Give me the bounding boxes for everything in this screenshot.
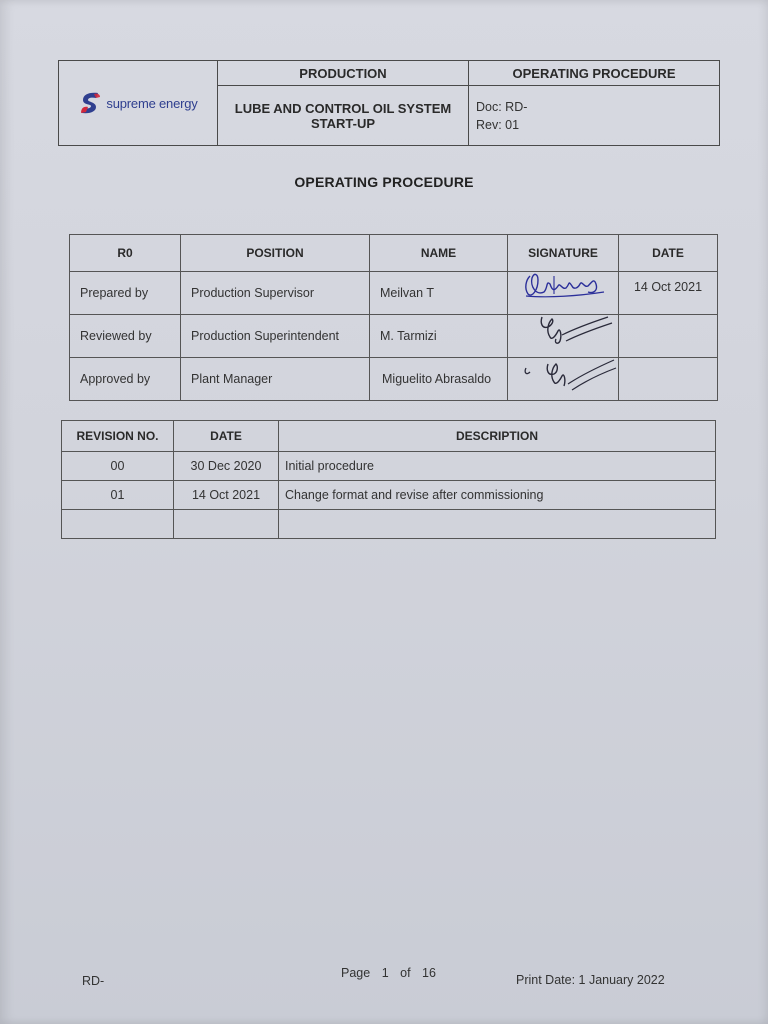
table-row — [70, 272, 718, 315]
approval-date: 14 Oct 2021 — [619, 272, 718, 315]
company-logo — [59, 90, 217, 116]
approval-table — [69, 234, 718, 401]
signature-approved-image — [508, 354, 619, 394]
approval-position: Plant Manager — [181, 358, 370, 401]
footer-of-word: of — [400, 966, 411, 980]
approval-name: Meilvan T — [370, 272, 508, 315]
revision-header-no: REVISION NO. — [62, 421, 174, 452]
approval-role: Prepared by — [70, 272, 181, 315]
signature-prepared-image — [508, 268, 619, 308]
footer-doc-ref: RD- — [82, 974, 105, 988]
approval-signature — [508, 272, 619, 315]
revision-header-description: DESCRIPTION — [279, 421, 716, 452]
table-row — [62, 452, 716, 481]
approval-header-date: DATE — [619, 235, 718, 272]
approval-header-row — [70, 235, 718, 272]
page-title: OPERATING PROCEDURE — [294, 174, 474, 190]
footer-page-word: Page — [341, 966, 371, 980]
logo-cell — [59, 61, 218, 146]
footer-page-total: 16 — [422, 966, 436, 980]
revision-table — [61, 420, 716, 539]
approval-signature — [508, 315, 619, 358]
header-revision: Rev: 01 — [476, 117, 520, 132]
header-title-line2: START-UP — [310, 115, 376, 131]
footer-page-current: 1 — [381, 966, 389, 980]
revision-description: Change format and revise after commissioning — [279, 481, 716, 510]
table-row — [70, 315, 718, 358]
approval-role: Reviewed by — [70, 315, 181, 358]
header-doc-number: Doc: RD- — [476, 99, 528, 114]
approval-position: Production Superintendent — [181, 315, 370, 358]
approval-name: Miguelito Abrasaldo — [370, 358, 508, 401]
revision-description — [279, 510, 716, 539]
logo-text: supreme energy — [106, 95, 198, 111]
table-row — [62, 510, 716, 539]
header-title-line1: LUBE AND CONTROL OIL SYSTEM — [234, 100, 452, 116]
approval-name: M. Tarmizi — [370, 315, 508, 358]
revision-no: 01 — [62, 481, 174, 510]
header-operating-procedure: OPERATING PROCEDURE — [469, 61, 720, 86]
signature-reviewed-image — [508, 311, 619, 351]
footer-page-number — [341, 966, 444, 980]
approval-header-name: NAME — [370, 235, 508, 272]
header-procedure-title — [218, 86, 469, 146]
revision-description: Initial procedure — [279, 452, 716, 481]
revision-no: 00 — [62, 452, 174, 481]
revision-date: 30 Dec 2020 — [174, 452, 279, 481]
revision-date: 14 Oct 2021 — [174, 481, 279, 510]
approval-date — [619, 358, 718, 401]
header-production: PRODUCTION — [218, 61, 469, 86]
approval-signature — [508, 358, 619, 401]
approval-role: Approved by — [70, 358, 181, 401]
document-header — [58, 60, 720, 146]
approval-position: Production Supervisor — [181, 272, 370, 315]
supreme-energy-logo-icon — [78, 90, 102, 116]
revision-date — [174, 510, 279, 539]
table-row — [62, 481, 716, 510]
approval-header-position: POSITION — [181, 235, 370, 272]
approval-date — [619, 315, 718, 358]
revision-no — [62, 510, 174, 539]
footer-print-date: Print Date: 1 January 2022 — [516, 973, 665, 987]
approval-header-signature: SIGNATURE — [508, 235, 619, 272]
revision-header-date: DATE — [174, 421, 279, 452]
table-row — [70, 358, 718, 401]
header-doc-info — [469, 86, 720, 146]
revision-header-row — [62, 421, 716, 452]
approval-header-r0: R0 — [70, 235, 181, 272]
